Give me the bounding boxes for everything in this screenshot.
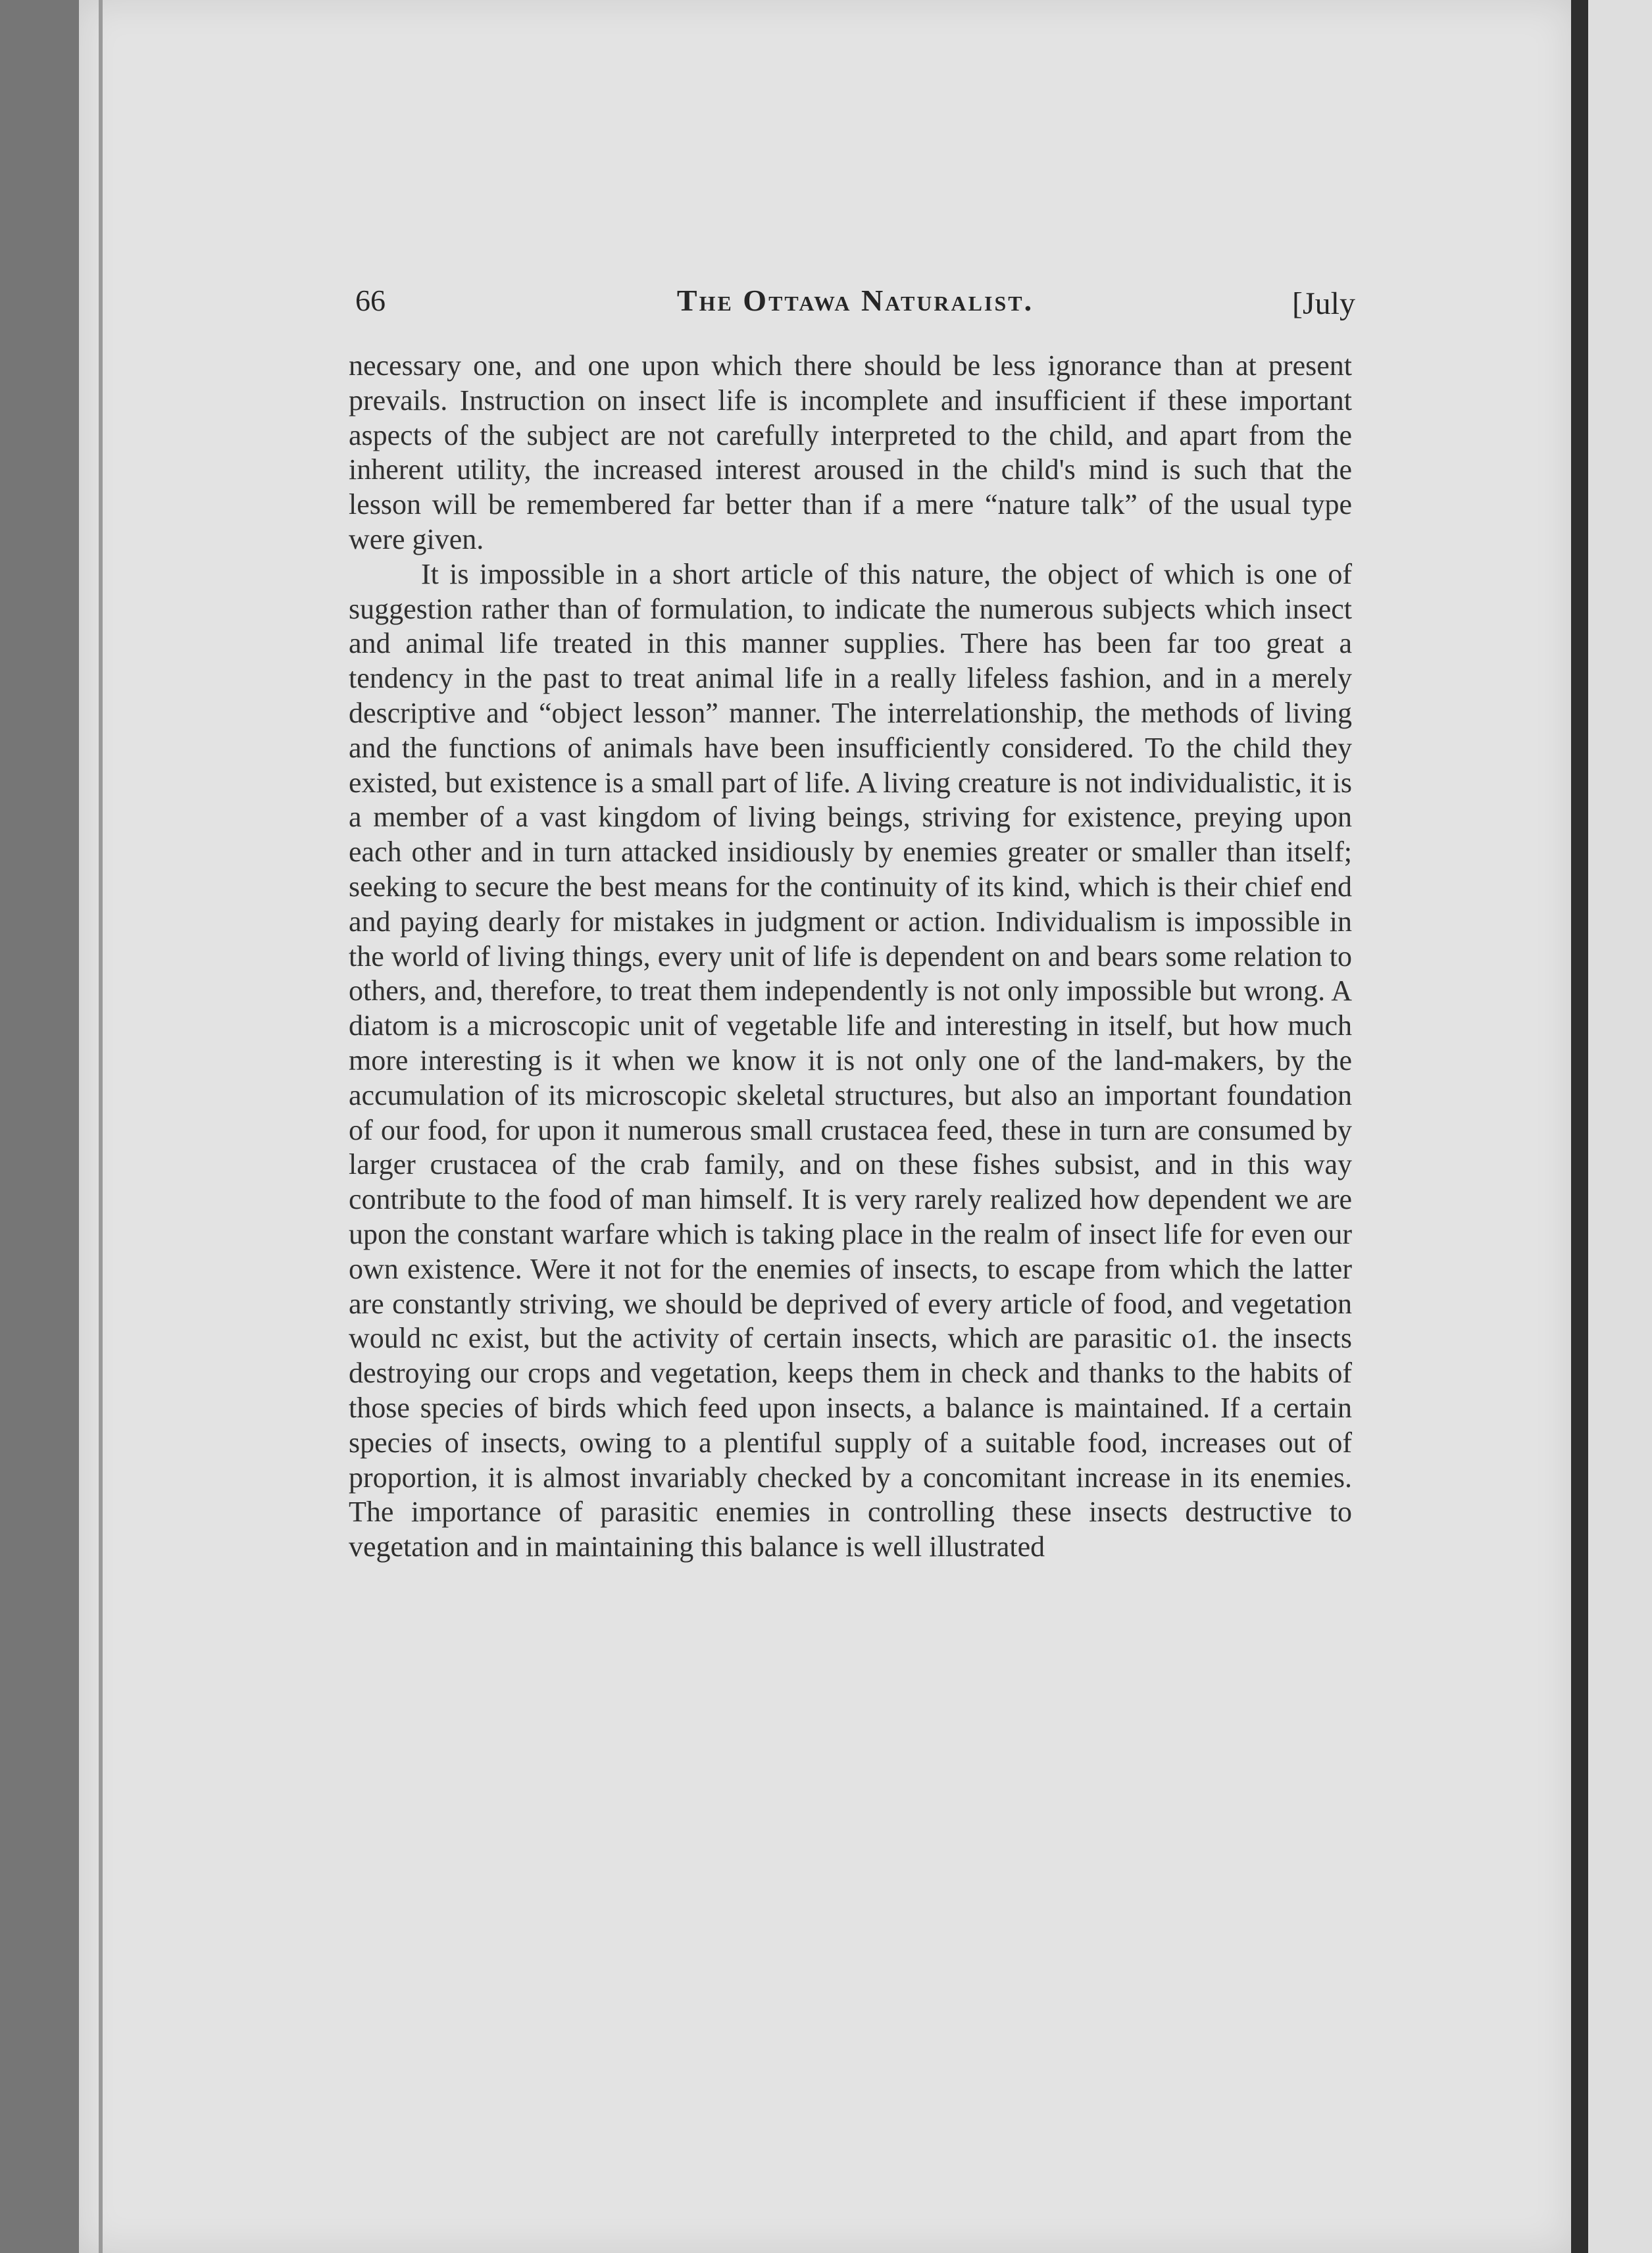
article-body xyxy=(349,349,1352,1565)
journal-title: The Ottawa Naturalist. xyxy=(676,284,1034,317)
facing-page-edge xyxy=(1588,0,1652,2253)
issue-month: [July xyxy=(1292,286,1355,321)
running-head xyxy=(355,276,1355,329)
page-number: 66 xyxy=(355,284,386,317)
body-paragraph: necessary one, and one upon which there should be less ignorance than at present prevails. Instruction on insect life is incomplete and insufficient if these important aspects of the subject are not carefully interpreted to the child, and apart from the inherent utility, the increased interest aroused in the child's mind is such that the lesson will be remembered far better than if a mere “nature talk” of the usual type were given. xyxy=(349,349,1352,555)
body-paragraph: It is impossible in a short article of this nature, the object of which is one of suggestion rather than of formulation, to indicate the numerous subjects which insect and animal life treated in this manner supplies. There has been far too great a tendency in the past to treat animal life in a really lifeless fashion, and in a merely descriptive and “object lesson” manner. The interrelationship, the methods of living and the functions of animals have been insufficiently considered. To the child they existed, but existence is a small part of life. A living creature is not individualistic, it is a member of a vast kingdom of living beings, striving for existence, preying upon each other and in turn attacked insidiously by enemies greater or smaller than itself; seeking to secure the best means for the continuity of its kind, which is their chief end and paying dearly for mistakes in judgment or action. Individualism is impossible in the world of living things, every unit of life is dependent on and bears some relation to others, and, therefore, to treat them independently is not only impossible but wrong. A diatom is a microscopic unit of vegetable life and interesting in itself, but how much more interesting is it when we know it is not only one of the land-makers, by the accumulation of its microscopic skeletal structures, but also an important foundation of our food, for upon it numerous small crustacea feed, these in turn are consumed by larger crustacea of the crab family, and on these fishes subsist, and in this way contribute to the food of man himself. It is very rarely realized how dependent we are upon the constant warfare which is taking place in the realm of insect life for even our own existence. Were it not for the enemies of insects, to escape from which the latter are constantly striving, we should be deprived of every article of food, and vegetation would nc exist, but the activity of certain insects, which are parasitic o1. the insects destroying our crops and vegetation, keeps them in check and thanks to the habits of those species of birds which feed upon insects, a balance is maintained. If a certain species of insects, owing to a plentiful supply of a suitable food, increases out of proportion, it is almost invariably checked by a concomitant increase in its enemies. The importance of parasitic enemies in controlling these insects destructive to vegetation and in maintaining this balance is well illustrated xyxy=(349,557,1352,1563)
book-gutter xyxy=(1571,0,1588,2253)
page-edge xyxy=(99,0,103,2253)
